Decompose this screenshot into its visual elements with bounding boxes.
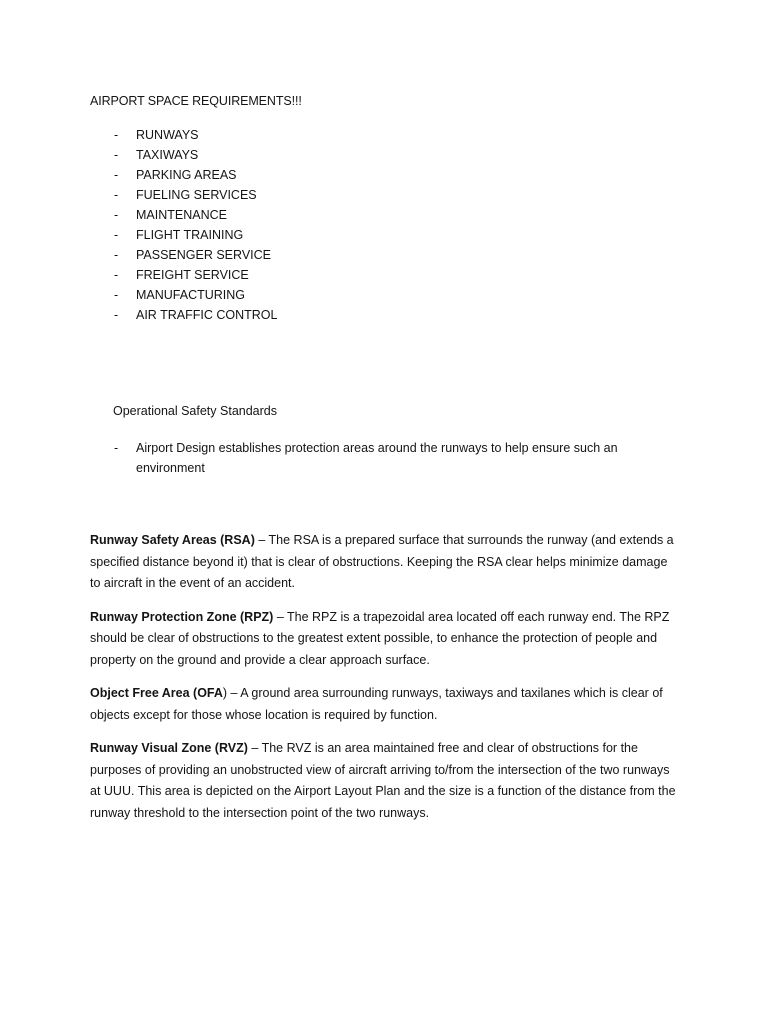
list-dash: - <box>114 168 119 182</box>
list-item-label: RUNWAYS <box>136 128 199 142</box>
definition-term: Runway Protection Zone (RPZ) <box>90 609 274 624</box>
definition-paragraph-rpz <box>90 607 680 672</box>
definition-text: – The RSA is a prepared surface that surrounds the runway (and extends a specified distance beyond it) that is clear of obstructions. Keeping the RSA clear helps minimize damage to aircraft in the event of an accident. <box>90 533 674 590</box>
list-item <box>90 206 277 226</box>
definition-paragraph-rvz <box>90 738 680 824</box>
safety-standards-heading: Operational Safety Standards <box>113 404 277 418</box>
list-item <box>90 186 277 206</box>
definition-term: Object Free Area (OFA <box>90 686 223 700</box>
list-dash: - <box>114 208 119 222</box>
definition-term: Runway Visual Zone (RVZ) <box>90 741 248 755</box>
list-item-label: MAINTENANCE <box>136 208 227 222</box>
list-item-label: AIR TRAFFIC CONTROL <box>136 308 278 322</box>
list-dash: - <box>114 228 119 242</box>
definition-term: Runway Safety Areas (RSA) <box>90 533 255 547</box>
list-item <box>90 146 277 166</box>
list-item <box>90 286 277 306</box>
list-item-label: FREIGHT SERVICE <box>136 268 249 282</box>
definition-text: ) – A ground area surrounding runways, taxiways and taxilanes which is clear of objects except for those whose location is required by function. <box>90 686 663 722</box>
list-item-label: FUELING SERVICES <box>136 188 257 202</box>
definition-paragraph-rsa <box>90 530 680 595</box>
list-item-label: PARKING AREAS <box>136 168 237 182</box>
list-dash: - <box>114 188 119 202</box>
list-item <box>90 246 277 266</box>
requirements-list <box>90 126 277 326</box>
list-item <box>90 438 680 478</box>
list-dash: - <box>114 268 119 282</box>
definitions-section <box>90 530 680 836</box>
list-item-text: Airport Design establishes protection areas around the runways to help ensure such an environment <box>136 441 618 475</box>
list-item-label: FLIGHT TRAINING <box>136 228 244 242</box>
list-item-label: MANUFACTURING <box>136 288 246 302</box>
definition-paragraph-ofa <box>90 683 680 726</box>
list-item <box>90 266 277 286</box>
list-dash: - <box>114 248 119 262</box>
list-item <box>90 306 277 326</box>
list-item <box>90 126 277 146</box>
list-item <box>90 166 277 186</box>
page-heading: AIRPORT SPACE REQUIREMENTS!!! <box>90 94 302 108</box>
list-dash: - <box>114 308 119 322</box>
list-dash: - <box>114 148 119 162</box>
list-dash: - <box>114 288 119 302</box>
definition-text: – The RPZ is a trapezoidal area located off each runway end. The RPZ should be clear of obstructions to the greatest extent possible, to enhance the protection of people and property on the ground and provide a clear approach surface. <box>90 609 670 667</box>
list-item-label: PASSENGER SERVICE <box>136 248 271 262</box>
list-dash: - <box>114 128 119 142</box>
definition-text: – The RVZ is an area maintained free and clear of obstructions for the purposes of providing an unobstructed view of aircraft arriving to/from the intersection of the two runways at UUU. This area is depicted on the Airport Layout Plan and the size is a function of the distance from the runway threshold to the intersection point of the two runways. <box>90 741 676 820</box>
list-dash: - <box>114 441 119 455</box>
safety-standards-list <box>90 438 680 478</box>
list-item <box>90 226 277 246</box>
list-item-label: TAXIWAYS <box>136 148 199 162</box>
